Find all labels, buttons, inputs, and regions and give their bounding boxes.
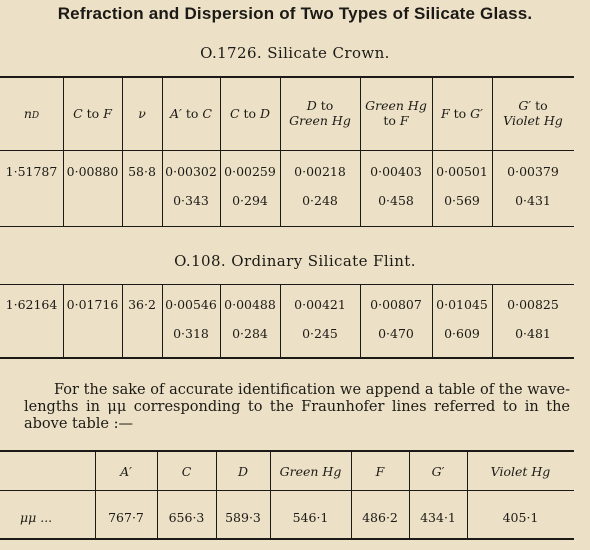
wavelength-cell: 405·1 xyxy=(502,510,539,525)
wavelength-header-d: D xyxy=(237,464,249,479)
header-nu: ν xyxy=(138,106,146,121)
table2-top-rule xyxy=(0,284,574,285)
table2-vline xyxy=(122,285,123,357)
table1-bottom-rule xyxy=(0,226,574,227)
header-green-to-f: Green Hg to F xyxy=(365,98,427,128)
table2-vline xyxy=(432,285,433,357)
table2-cell: 0·284 xyxy=(232,326,268,341)
table2-vline xyxy=(360,285,361,357)
wavelength-cell: 434·1 xyxy=(420,510,456,525)
table3-top-rule xyxy=(0,450,574,452)
table2-cell: 0·481 xyxy=(515,326,551,341)
table2-vline xyxy=(492,285,493,357)
wavelength-cell: 767·7 xyxy=(108,510,144,525)
wavelength-cell: 546·1 xyxy=(292,510,329,525)
table1-cell: 0·00880 xyxy=(66,164,119,179)
table1-vline xyxy=(122,77,123,226)
table2-cell: 0·00546 xyxy=(165,297,217,312)
table2-cell: 0·00807 xyxy=(370,297,422,312)
table2-vline xyxy=(63,285,64,357)
table1-cell: 0·00501 xyxy=(436,164,488,179)
table2-subtitle: O.108. Ordinary Silicate Flint. xyxy=(174,252,416,270)
table1-cell: 0·00259 xyxy=(224,164,276,179)
wavelength-header-c: C xyxy=(181,464,192,479)
table1-cell: 0·431 xyxy=(515,193,551,208)
table1-cell: 0·00302 xyxy=(165,164,217,179)
table2-cell: 0·609 xyxy=(444,326,480,341)
table1-cell: 0·248 xyxy=(302,193,338,208)
table2-cell: 0·00488 xyxy=(224,297,276,312)
paragraph xyxy=(24,382,570,433)
table2-cell: 0·00421 xyxy=(294,297,346,312)
header-g-to-violet: G′ to Violet Hg xyxy=(503,98,563,128)
table1-top-rule xyxy=(0,76,574,78)
header-a-to-c: A′ to C xyxy=(170,106,212,121)
table1-cell: 0·00403 xyxy=(370,164,422,179)
table2-cell: 36·2 xyxy=(128,297,156,312)
header-c-to-d: C to D xyxy=(229,106,271,121)
wavelength-header-a: A′ xyxy=(120,464,132,479)
wavelength-header-f: F xyxy=(375,464,385,479)
table2-vline xyxy=(220,285,221,357)
table3-header-rule xyxy=(0,490,574,491)
header-c-to-f: C to F xyxy=(73,106,112,121)
table3-bottom-rule xyxy=(0,538,574,540)
table2-vline xyxy=(280,285,281,357)
table2-cell: 0·318 xyxy=(173,326,209,341)
table1-cell: 0·343 xyxy=(173,193,209,208)
header-nd: nD xyxy=(23,106,40,121)
table1-vline xyxy=(63,77,64,226)
wavelength-header-green: Green Hg xyxy=(279,464,342,479)
header-d-to-green: D to Green Hg xyxy=(289,98,351,128)
table1-cell: 0·00379 xyxy=(507,164,559,179)
table1-cell: 0·458 xyxy=(378,193,414,208)
table2-cell: 0·01716 xyxy=(66,297,119,312)
wavelength-cell: 656·3 xyxy=(168,510,205,525)
table1-subtitle: O.1726. Silicate Crown. xyxy=(200,44,390,62)
header-f-to-g: F to G′ xyxy=(440,106,483,121)
wavelength-unit: μμ ... xyxy=(20,510,53,525)
table2-cell: 0·245 xyxy=(302,326,338,341)
wavelength-cell: 589·3 xyxy=(225,510,261,525)
wavelength-cell: 486·2 xyxy=(362,510,398,525)
table1-cell: 58·8 xyxy=(128,164,156,179)
table1-cell: 0·00218 xyxy=(294,164,346,179)
wavelength-header-g: G′ xyxy=(431,464,445,479)
table2-cell: 1·62164 xyxy=(5,297,58,312)
table1-header-rule xyxy=(0,150,574,151)
table1-cell: 1·51787 xyxy=(5,164,58,179)
table2-cell: 0·00825 xyxy=(507,297,559,312)
paragraph-text: For the sake of accurate identification we append a table of the wave-lengths in μμ corresponding to the Fraunhofer lines referred to in the above table :— xyxy=(24,382,570,432)
table2-cell: 0·01045 xyxy=(436,297,488,312)
wavelength-header-violet: Violet Hg xyxy=(490,464,551,479)
table1-cell: 0·569 xyxy=(444,193,480,208)
table1-cell: 0·294 xyxy=(232,193,268,208)
table2-bottom-rule xyxy=(0,357,574,359)
table2-cell: 0·470 xyxy=(378,326,414,341)
table2-vline xyxy=(162,285,163,357)
page-title: Refraction and Dispersion of Two Types of Silicate Glass. xyxy=(57,4,533,23)
